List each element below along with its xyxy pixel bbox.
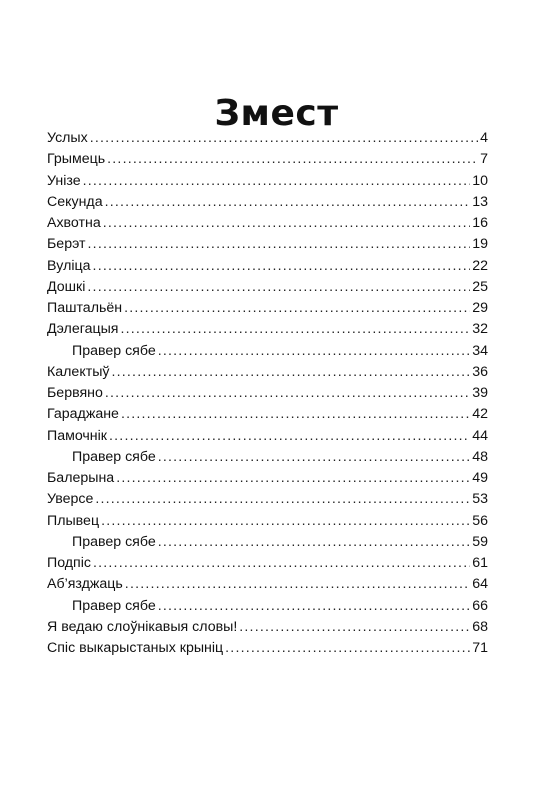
- toc-entry-page-number: 7: [480, 151, 488, 168]
- toc-dot-leader: [225, 638, 470, 659]
- toc-entry: [47, 234, 488, 255]
- toc-entry-page-number: 56: [472, 512, 488, 529]
- page-title: Змест: [214, 93, 339, 135]
- toc-entry: [47, 617, 488, 638]
- toc-entry: [47, 532, 488, 553]
- toc-entry-page-number: 42: [472, 406, 488, 423]
- toc-entry-label: Бервяно: [47, 385, 103, 401]
- toc-entry-page-number: 39: [472, 385, 488, 401]
- toc-entry: [47, 553, 488, 574]
- toc-entry: [47, 574, 488, 595]
- toc-entry: [47, 468, 488, 489]
- toc-entry-page-number: 49: [472, 470, 488, 486]
- toc-entry-page-number: 36: [472, 363, 488, 380]
- toc-entry-label: Памочнік: [47, 427, 108, 444]
- toc-entry-label: Плывец: [47, 512, 100, 529]
- toc-entry-page-number: 22: [472, 257, 488, 274]
- toc-entry: [47, 404, 488, 425]
- toc-entry-label: Правер сябе: [72, 533, 156, 550]
- toc-entry-page-number: 68: [472, 618, 488, 635]
- toc-dot-leader: [158, 341, 471, 362]
- toc-entry-label: Гараджане: [47, 406, 119, 423]
- toc-entry-label: Я ведаю слоўнікавыя словы!: [47, 618, 238, 635]
- toc-entry: [47, 298, 488, 319]
- toc-entry-page-number: 48: [472, 448, 488, 465]
- toc-dot-leader: [125, 574, 470, 595]
- toc-dot-leader: [83, 171, 471, 192]
- toc-entry: [47, 319, 488, 340]
- toc-entry: [47, 149, 488, 170]
- toc-entry-label: Услых: [47, 130, 88, 146]
- toc-entry-page-number: 13: [472, 193, 488, 210]
- toc-dot-leader: [93, 256, 471, 277]
- toc-entry-label: Дэлегацыя: [47, 321, 119, 338]
- toc-entry-page-number: 44: [472, 427, 488, 444]
- toc-entry-label: Секунда: [47, 193, 103, 210]
- toc-entry-label: Правер сябе: [72, 597, 156, 614]
- toc-dot-leader: [105, 383, 470, 404]
- toc-entry-label: Балерына: [47, 470, 115, 486]
- toc-entry-page-number: 61: [472, 555, 488, 571]
- toc-dot-leader: [101, 511, 470, 532]
- toc-entry-page-number: 29: [472, 300, 488, 316]
- toc-entry-page-number: 66: [472, 597, 488, 614]
- toc-entry: [47, 171, 488, 192]
- toc-entry: [47, 511, 488, 532]
- toc-entry-label: Аб’язджаць: [47, 576, 123, 593]
- toc-entry-label: Подпіс: [47, 555, 91, 571]
- toc-entry: [47, 192, 488, 213]
- toc-entry-page-number: 34: [472, 342, 488, 359]
- table-of-contents: [47, 128, 488, 659]
- toc-dot-leader: [103, 213, 470, 234]
- toc-entry-label: Спіс выкарыстаных крыніц: [47, 640, 224, 656]
- toc-entry-label: Правер сябе: [72, 342, 156, 359]
- toc-dot-leader: [95, 489, 470, 510]
- toc-entry-label: Правер сябе: [72, 448, 156, 465]
- toc-entry: [47, 426, 488, 447]
- toc-entry-page-number: 64: [472, 576, 488, 593]
- toc-dot-leader: [87, 277, 470, 298]
- toc-entry-page-number: 59: [472, 533, 488, 550]
- toc-entry-page-number: 16: [472, 215, 488, 231]
- toc-dot-leader: [107, 149, 478, 170]
- toc-entry-label: Уверсе: [47, 491, 94, 508]
- toc-dot-leader: [121, 404, 470, 425]
- toc-entry: [47, 213, 488, 234]
- toc-entry: [47, 341, 488, 362]
- toc-dot-leader: [111, 362, 470, 383]
- toc-entry-label: Грымець: [47, 151, 106, 168]
- toc-dot-leader: [120, 319, 470, 340]
- toc-dot-leader: [239, 617, 470, 638]
- toc-dot-leader: [90, 128, 478, 149]
- toc-entry: [47, 596, 488, 617]
- toc-dot-leader: [158, 447, 471, 468]
- toc-entry-label: Дошкі: [47, 278, 86, 295]
- toc-entry: [47, 638, 488, 659]
- toc-entry-page-number: 10: [472, 172, 488, 189]
- toc-entry: [47, 128, 488, 149]
- toc-entry-label: Вуліца: [47, 257, 91, 274]
- toc-dot-leader: [158, 596, 471, 617]
- toc-entry-page-number: 25: [472, 278, 488, 295]
- toc-dot-leader: [116, 468, 470, 489]
- toc-entry-page-number: 32: [472, 321, 488, 338]
- toc-dot-leader: [158, 532, 471, 553]
- toc-dot-leader: [105, 192, 471, 213]
- toc-entry-page-number: 53: [472, 491, 488, 508]
- toc-entry-label: Калектыў: [47, 363, 110, 380]
- toc-entry-label: Ахвотна: [47, 215, 101, 231]
- toc-dot-leader: [124, 298, 470, 319]
- toc-entry-label: Паштальён: [47, 300, 123, 316]
- toc-dot-leader: [88, 234, 471, 255]
- toc-dot-leader: [93, 553, 470, 574]
- toc-entry: [47, 383, 488, 404]
- toc-dot-leader: [109, 426, 470, 447]
- toc-entry: [47, 256, 488, 277]
- toc-entry-label: Унізе: [47, 172, 81, 189]
- toc-entry-page-number: 4: [480, 130, 488, 146]
- toc-entry-label: Берэт: [47, 236, 86, 253]
- toc-entry-page-number: 71: [472, 640, 488, 656]
- toc-entry: [47, 277, 488, 298]
- toc-entry: [47, 489, 488, 510]
- toc-entry-page-number: 19: [472, 236, 488, 253]
- toc-entry: [47, 447, 488, 468]
- toc-entry: [47, 362, 488, 383]
